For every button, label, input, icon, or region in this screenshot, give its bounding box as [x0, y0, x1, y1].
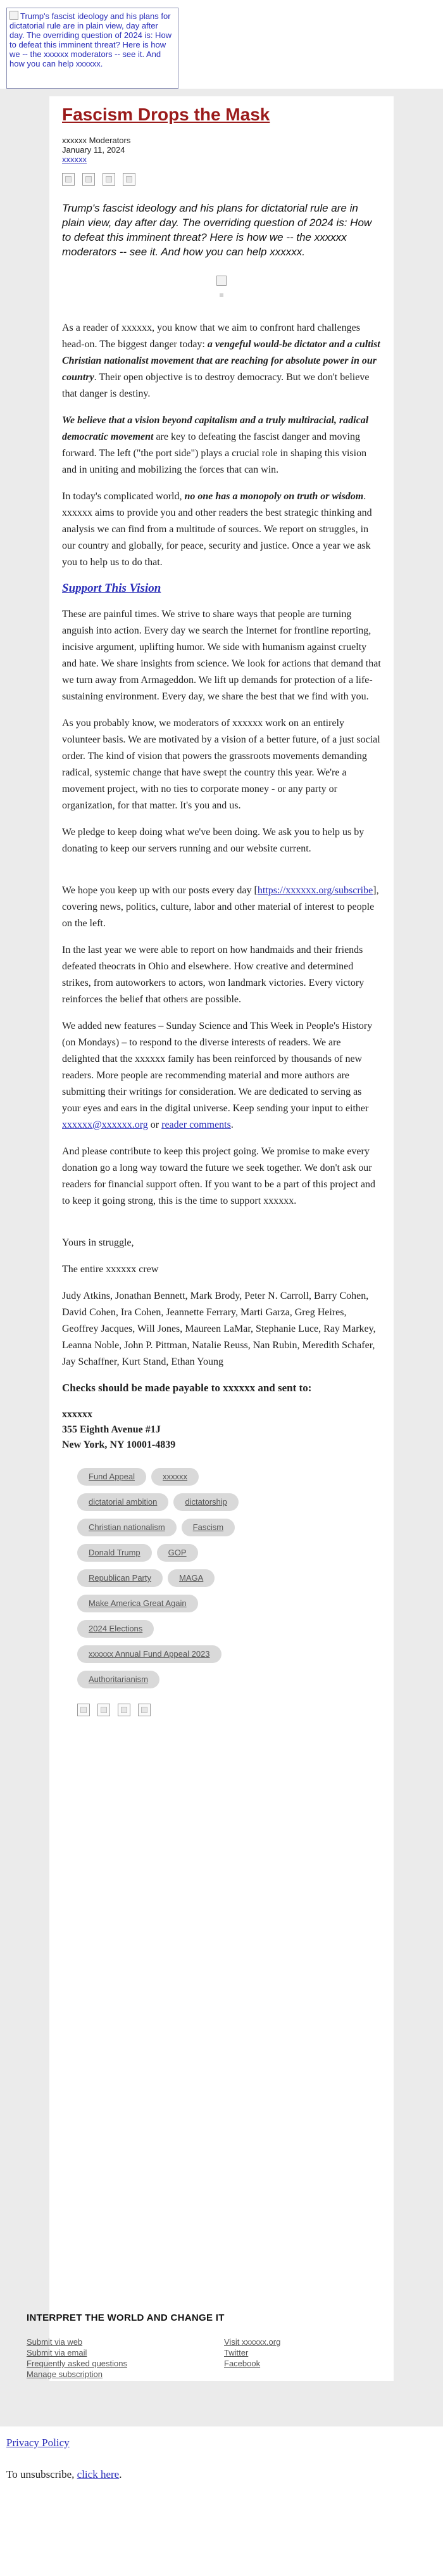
footer-link-facebook[interactable]: Facebook [224, 2359, 261, 2368]
support-vision-link[interactable]: Support This Vision [62, 582, 161, 595]
tag-pill[interactable]: xxxxxx [151, 1468, 199, 1486]
share-twitter-icon[interactable] [82, 173, 95, 186]
tag-pill[interactable]: MAGA [168, 1569, 215, 1587]
tag-pill[interactable]: xxxxxx Annual Fund Appeal 2023 [77, 1645, 222, 1663]
address-line-3: New York, NY 10001-4839 [62, 1439, 176, 1450]
email-link[interactable]: xxxxxx@xxxxxx.org [62, 1119, 148, 1130]
article-lead: Trump's fascist ideology and his plans for dictatorial rule are in plain view, day after day. The overriding question of 2024 is: How to defeat this imminent threat? Here is how we -- the xxxxxx moderators -- see it. And how you can help xxxxxx. [62, 202, 372, 258]
share-print-icon[interactable] [138, 1704, 151, 1716]
share-facebook-icon[interactable] [62, 173, 75, 186]
share-twitter-icon[interactable] [97, 1704, 110, 1716]
footer-link-faq[interactable]: Frequently asked questions [27, 2359, 127, 2368]
closing-line: Yours in struggle, [62, 1237, 134, 1248]
tag-pill[interactable]: Make America Great Again [77, 1595, 198, 1612]
moderator-names: Judy Atkins, Jonathan Bennett, Mark Brody, Peter N. Carroll, Barry Cohen, David Cohen, Ira Cohen, Jeannette Ferrary, Marti Garza, Greg Heires, Geoffrey Jacques, Will Jones, Maureen LaMar, Stephanie Luce, Ray Markey, Leanna Noble, John P. Pittman, Natalie Reuss, Nan Rubin, Meredith Schafer, Jay Schaffner, Kurt Stand, Ethan Young [62, 1291, 376, 1367]
share-email-icon[interactable] [103, 173, 115, 186]
share-row-bottom [77, 1704, 381, 1718]
tag-pill[interactable]: dictatorial ambition [77, 1493, 168, 1511]
tag-pill[interactable]: Republican Party [77, 1569, 163, 1587]
footer-links-right [224, 2337, 280, 2369]
tag-pill[interactable]: Christian nationalism [77, 1519, 177, 1536]
crew-line: The entire xxxxxx crew [62, 1264, 159, 1275]
paragraph-1: As a reader of xxxxxx, you know that we aim to confront hard challenges head-on. The biggest danger today: a vengeful would-be dictator and a cultist Christian nationalist movement that are reaching for absolute power in our country. Their open objective is to destroy democracy. But we don't believe that danger is destiny. [62, 322, 380, 399]
footer-link-visit-site[interactable]: Visit xxxxxx.org [224, 2337, 281, 2347]
paragraph-10: And please contribute to keep this project going. We promise to make every donation go a long way toward the future we seek together. We don't ask our readers for financial support often. If you want to be a part of this project and to keep it going strong, this is the time to support xxxxxx. [62, 1146, 375, 1206]
subscribe-link[interactable]: https://xxxxxx.org/subscribe [257, 885, 373, 896]
emphasis-monopoly: no one has a monopoly on truth or wisdom [184, 491, 364, 502]
article-card [49, 96, 394, 2381]
tag-list [62, 1468, 381, 1696]
author: xxxxxx Moderators [62, 136, 131, 145]
footer-link-manage-subscription[interactable]: Manage subscription [27, 2369, 103, 2379]
tag-pill[interactable]: dictatorship [173, 1493, 238, 1511]
hero-image-placeholder[interactable] [6, 8, 178, 89]
paragraph-8: In the last year we were able to report on how handmaids and their friends defeated theocrats in Ohio and elsewhere. How creative and determined strikes, from autoworkers to actors, won landmark victories. Every victory reinforces the belief that others are possible. [62, 945, 365, 1005]
publish-date: January 11, 2024 [62, 145, 125, 155]
reader-comments-link[interactable]: reader comments [161, 1119, 231, 1130]
broken-image-icon [9, 11, 18, 20]
tag-pill[interactable]: 2024 Elections [77, 1620, 154, 1638]
site-link[interactable]: xxxxxx [62, 155, 87, 164]
article-image-placeholder [216, 276, 227, 286]
footer-link-submit-web[interactable]: Submit via web [27, 2337, 83, 2347]
footer-link-twitter[interactable]: Twitter [224, 2348, 249, 2357]
share-row-top [62, 173, 381, 187]
tag-pill[interactable]: Donald Trump [77, 1544, 152, 1562]
address-line-1: xxxxxx [62, 1409, 92, 1420]
paragraph-4: These are painful times. We strive to share ways that people are turning anguish into action. Every day we search the Internet for frontline reporting, incisive argument, uplifting humor. We side with humanism against cruelty and hate. We share insights from science. We look for actions that demand that we turn away from Armageddon. We lift up demands for protection of a life-sustaining environment. Every day, we share the best that we find with you. [62, 609, 381, 702]
tag-pill[interactable]: Fund Appeal [77, 1468, 146, 1486]
article-title[interactable]: Fascism Drops the Mask [62, 105, 270, 124]
share-facebook-icon[interactable] [77, 1704, 90, 1716]
unsubscribe-line: To unsubscribe, click here. [6, 2468, 122, 2480]
article-meta [62, 136, 381, 164]
tag-pill[interactable]: Authoritarianism [77, 1671, 159, 1688]
hero-image-alt-text: Trump's fascist ideology and his plans for dictatorial rule are in plain view, day after day. The overriding question of 2024 is: How to defeat this imminent threat? Here is how we -- the xxxxxx moderators -- see it. And how you can help xxxxxx. [9, 11, 172, 68]
footer-links-left [27, 2337, 127, 2380]
emphasis-danger: a vengeful would-be dictator and a cultist Christian nationalist movement that are reaching for absolute power in our country [62, 339, 380, 383]
paragraph-3: In today's complicated world, no one has a monopoly on truth or wisdom. xxxxxx aims to provide you and other readers the best strategic thinking and analysis we can find from a multitude of sources. We report on struggles, in our country and globally, for peace, security and justice. Once a year we ask you to help us to do that. [62, 491, 372, 568]
paragraph-5: As you probably know, we moderators of xxxxxx work on an entirely volunteer basis. We are motivated by a vision of a better future, of a just social order. The kind of vision that powers the grassroots movements demanding radical, systemic change that have swept the country this year. We're a movement project, with no ties to corporate money - or any party or organization, for that matter. It's you and us. [62, 718, 380, 811]
paragraph-2: We believe that a vision beyond capitalism and a truly multiracial, radical democratic movement are key to defeating the fascist danger and moving forward. The left ("the port side") plays a crucial role in shaping this vision and in uniting and mobilizing the forces that can win. [62, 415, 369, 475]
checks-instructions: Checks should be made payable to xxxxxx and sent to: [62, 1382, 312, 1394]
share-print-icon[interactable] [123, 173, 135, 186]
footer-link-submit-email[interactable]: Submit via email [27, 2348, 87, 2357]
paragraph-7: We hope you keep up with our posts every day [https://xxxxxx.org/subscribe], covering news, politics, culture, labor and other material of interest to people on the left. [62, 885, 379, 929]
mailing-address [62, 1407, 381, 1453]
address-line-2: 355 Eighth Avenue #1J [62, 1424, 161, 1435]
tag-pill[interactable]: Fascism [182, 1519, 235, 1536]
unsubscribe-link[interactable]: click here [77, 2468, 120, 2480]
tag-pill[interactable]: GOP [157, 1544, 198, 1562]
paragraph-9: We added new features – Sunday Science and This Week in People's History (on Mondays) – to respond to the diverse interests of readers. We are delighted that the xxxxxx family has been reinforced by thousands of new readers. More people are recommending material and more authors are submitting their writings for consideration. We are dedicated to serving as your eyes and ears in the digital universe. Keep sending your input to either xxxxxx@xxxxxx.org or reader comments. [62, 1021, 373, 1130]
paragraph-6: We pledge to keep doing what we've been doing. We ask you to help us by donating to keep our servers running and our website current. [62, 827, 365, 854]
footer-title: INTERPRET THE WORLD AND CHANGE IT [27, 2312, 225, 2323]
emphasis-vision: We believe that a vision beyond capitalism and a truly multiracial, radical democratic movement [62, 415, 369, 442]
privacy-policy-link[interactable]: Privacy Policy [6, 2437, 70, 2449]
share-email-icon[interactable] [118, 1704, 130, 1716]
